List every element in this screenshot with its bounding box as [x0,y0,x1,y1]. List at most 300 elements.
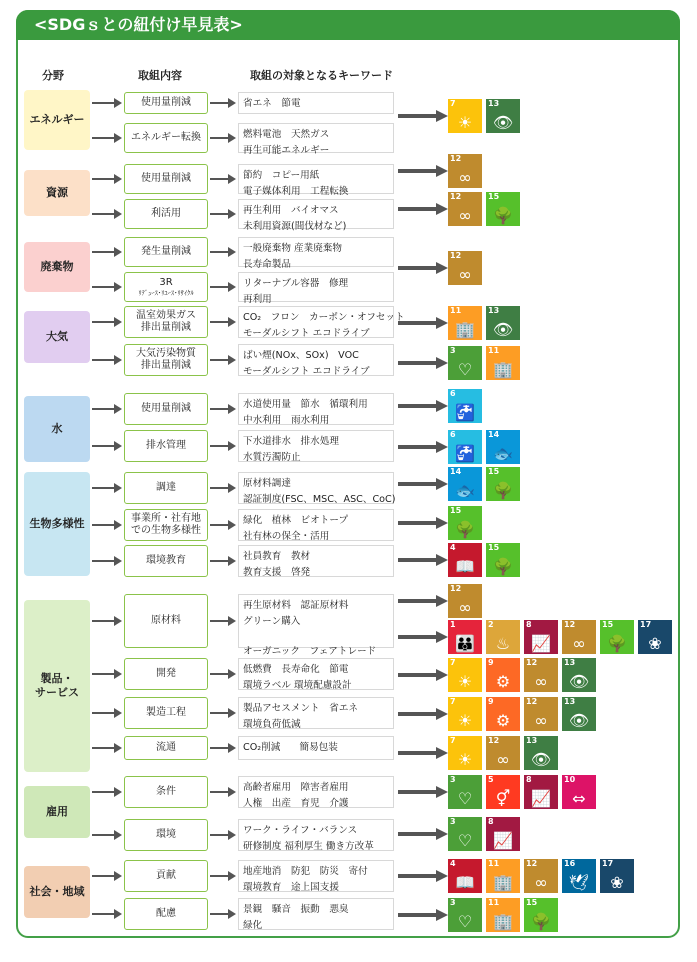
sdg-goal-13-icon [562,697,596,731]
arrow-icon [92,791,116,793]
sdg-goal-glyph: 🌳 [493,481,513,500]
action-label: 配慮 [156,907,176,919]
arrow-icon [210,359,230,361]
keyword-line: 環境負荷低減 [243,719,301,730]
sdg-goal-glyph: 🚰 [455,444,475,463]
action-label: 調達 [156,481,176,493]
keyword-line: ばい煙(NOx、SOx) VOC [243,350,359,361]
arrow-icon [210,913,230,915]
sdg-goal-4-icon [448,543,482,577]
sdg-goal-number: 14 [488,430,500,439]
arrow-icon [210,321,230,323]
keyword-line: CO₂ フロン カーボン・オフセット [243,312,405,323]
arrow-icon [92,673,116,675]
sdg-goal-glyph: ∞ [458,206,472,225]
arrow-icon [210,251,230,253]
action-label: 使用量削減 [141,96,191,108]
category-label: 雇用 [24,786,90,838]
keyword-box [238,860,394,892]
keyword-line: モーダルシフト エコドライブ [243,328,370,339]
category-label: 資源 [24,170,90,216]
category-label: 水 [24,396,90,462]
action-label: エネルギー転換 [131,131,201,143]
arrow-icon [398,266,438,270]
keyword-box [238,898,394,930]
keyword-line: 社有林の保全・活用 [243,531,330,542]
arrow-icon [210,408,230,410]
sdg-goal-number: 4 [450,543,456,552]
sdg-goal-glyph: ☀ [457,113,473,132]
sdg-goal-glyph: 👁 [492,113,514,132]
sdg-goal-number: 3 [450,898,456,907]
sdg-goal-number: 6 [450,430,456,439]
sdg-goal-number: 12 [450,251,462,260]
category-label: 大気 [24,311,90,363]
keyword-line: 下水道排水 排水処理 [243,436,339,447]
sdg-goal-number: 5 [488,775,494,784]
action-label: 製造工程 [146,706,186,718]
sdg-goal-number: 13 [526,736,538,745]
sdg-goal-glyph: ☀ [457,672,473,691]
header-action: 取組内容 [138,69,182,82]
keyword-box [238,344,394,376]
sdg-goal-glyph: 📖 [455,873,475,892]
sdg-goal-number: 15 [488,192,500,201]
sdg-goal-8-icon [486,817,520,851]
sdg-goal-number: 7 [450,99,456,108]
sdg-goal-7-icon [448,697,482,731]
keyword-line: 研修制度 福利厚生 働き方改革 [243,841,374,852]
sdg-goal-13-icon [486,306,520,340]
sdg-goal-glyph: 🕊 [568,873,590,892]
sdg-goal-number: 12 [526,697,538,706]
sdg-goal-7-icon [448,736,482,770]
sdg-goal-glyph: 🐟 [455,481,475,500]
sdg-goal-number: 7 [450,658,456,667]
keyword-line: 低燃費 長寿命化 節電 [243,664,349,675]
sdg-goal-glyph: 👁 [492,320,514,339]
arrow-icon [398,751,438,755]
arrow-icon [398,361,438,365]
keyword-line: 長寿命製品 [243,259,291,270]
sdg-goal-glyph: ∞ [458,265,472,284]
arrow-icon [210,213,230,215]
keyword-line: 再利用 [243,294,272,305]
action-box [124,272,208,302]
header-category: 分野 [42,69,64,82]
keyword-line: 燃料電池 天然ガス [243,129,330,140]
keyword-box [238,545,394,577]
sdg-goal-glyph: ∞ [458,168,472,187]
sdg-goal-1-icon [448,620,482,654]
sdg-goal-3-icon [448,775,482,809]
sdg-goal-number: 8 [526,775,532,784]
sdg-goal-17-icon [638,620,672,654]
action-label: 条件 [156,785,176,797]
arrow-icon [398,635,438,639]
keyword-line: 緑化 [243,920,263,931]
action-box [124,92,208,114]
action-label: 事業所・社有地 での生物多様性 [131,512,201,536]
sdg-goal-glyph: ∞ [496,750,510,769]
sdg-goal-13-icon [524,736,558,770]
sdg-goal-12-icon [524,697,558,731]
keyword-line: リターナブル容器 修理 [243,278,349,289]
arrow-icon [92,524,116,526]
sdg-goal-number: 17 [602,859,614,868]
action-box [124,697,208,729]
action-box [124,509,208,541]
action-box [124,545,208,577]
keyword-line: 人権 出産 育児 介護 [243,798,349,809]
sdg-goal-glyph: 🏢 [493,912,513,931]
sdg-goal-number: 12 [450,584,462,593]
sdg-goal-number: 8 [488,817,494,826]
action-box [124,393,208,425]
sdg-goal-2-icon [486,620,520,654]
keyword-line: 環境ラベル 環境配慮設計 [243,680,352,691]
arrow-icon [92,875,116,877]
action-label: 使用量削減 [141,402,191,414]
arrow-icon [398,874,438,878]
action-label: 流通 [156,741,176,753]
keyword-box [238,272,394,305]
sdg-goal-16-icon [562,859,596,893]
sdg-goal-17-icon [600,859,634,893]
sdg-goal-11-icon [486,898,520,932]
sdg-goal-glyph: 👁 [568,672,590,691]
sdg-goal-12-icon [448,584,482,618]
keyword-box [238,697,394,729]
keyword-box [238,199,394,232]
keyword-line: 水質汚濁防止 [243,452,301,463]
sdg-goal-glyph: ⚙ [495,672,511,691]
sdg-goal-number: 14 [450,467,462,476]
arrow-icon [92,102,116,104]
sdg-goal-number: 12 [450,192,462,201]
sdg-goal-number: 10 [564,775,576,784]
sdg-goal-glyph: 👁 [568,711,590,730]
keyword-line: 景観 騒音 振動 悪臭 [243,904,349,915]
sdg-goal-9-icon [486,658,520,692]
sdg-goal-12-icon [562,620,596,654]
keyword-line [243,630,393,644]
arrow-icon [398,790,438,794]
action-box [124,860,208,892]
action-label: 使用量削減 [141,172,191,184]
sdg-goal-glyph: ♡ [457,789,473,808]
sdg-goal-number: 12 [450,154,462,163]
sdg-goal-3-icon [448,817,482,851]
keyword-line: 緑化 植林 ビオトープ [243,515,349,526]
sdg-goal-6-icon [448,389,482,423]
category-label: エネルギー [24,90,90,150]
keyword-line: 節約 コピー用紙 [243,170,320,181]
sdg-goal-3-icon [448,898,482,932]
sdg-goal-glyph: 📈 [531,789,551,808]
sdg-goal-glyph: ♡ [457,360,473,379]
sdg-goal-glyph: ∞ [534,711,548,730]
sdg-goal-number: 15 [488,543,500,552]
arrow-icon [92,712,116,714]
action-label: 原材料 [151,614,181,626]
action-label: 排水管理 [146,439,186,451]
sdg-goal-glyph: 🌳 [493,557,513,576]
keyword-box [238,594,394,657]
sdg-goal-glyph: ♡ [457,831,473,850]
keyword-box [238,472,394,504]
action-box [124,594,208,648]
action-box [124,306,208,338]
sdg-goal-number: 13 [488,99,500,108]
sdg-goal-number: 12 [488,736,500,745]
arrow-icon [92,359,116,361]
arrow-icon [92,620,116,622]
keyword-line: 未利用資源(間伐材など) [243,221,347,232]
keyword-line: ワーク・ライフ・バランス [243,825,358,836]
keyword-line: グリーン購入 [243,616,301,627]
keyword-line: モーダルシフト エコドライブ [243,366,370,377]
sdg-goal-glyph: 📈 [531,634,551,653]
sdg-goal-8-icon [524,620,558,654]
action-label: 貢献 [156,869,176,881]
sdg-goal-glyph: 🏢 [493,360,513,379]
arrow-icon [210,178,230,180]
arrow-icon [210,445,230,447]
category-label: 廃棄物 [24,242,90,292]
sdg-goal-5-icon [486,775,520,809]
action-label: 開発 [156,667,176,679]
arrow-icon [398,114,438,118]
sdg-goal-3-icon [448,346,482,380]
action-label: 環境教育 [146,554,186,566]
action-box [124,819,208,851]
sdg-goal-glyph: 🌳 [531,912,551,931]
sdg-goal-glyph: 🌳 [493,206,513,225]
arrow-icon [210,875,230,877]
keyword-line: 水道使用量 節水 循環利用 [243,399,368,410]
arrow-icon [398,913,438,917]
action-sublabel: ﾘﾃﾞｭｰｽ･ﾘﾕｰｽ･ﾘｻｲｸﾙ [138,289,194,298]
sdg-goal-number: 3 [450,346,456,355]
action-box [124,199,208,229]
keyword-box [238,164,394,197]
keyword-line: 再生利用 バイオマス [243,205,339,216]
sdg-goal-number: 6 [450,389,456,398]
category-label: 生物多様性 [24,472,90,576]
sdg-goal-14-icon [486,430,520,464]
sdg-goal-glyph: ∞ [534,873,548,892]
sdg-goal-glyph: ⚥ [495,789,511,808]
keyword-box [238,393,394,425]
arrow-icon [92,834,116,836]
keyword-box [238,430,394,462]
sdg-goal-glyph: ❀ [610,873,624,892]
sdg-goal-12-icon [524,859,558,893]
keyword-box [238,776,394,808]
sdg-goal-glyph: 📖 [455,557,475,576]
sdg-goal-number: 9 [488,697,494,706]
arrow-icon [210,712,230,714]
sdg-goal-15-icon [600,620,634,654]
sdg-goal-glyph: 🚰 [455,403,475,422]
sdg-goal-15-icon [524,898,558,932]
keyword-box [238,509,394,541]
sdg-goal-number: 13 [564,697,576,706]
sdg-goal-glyph: 📈 [493,831,513,850]
sdg-goal-glyph: 🌳 [455,520,475,539]
action-label: 温室効果ガス 排出量削減 [136,309,196,333]
arrow-icon [210,286,230,288]
action-box [124,344,208,376]
keyword-line: 一般廃棄物 産業廃棄物 [243,243,342,254]
sdg-goal-glyph: ☀ [457,750,473,769]
arrow-icon [92,913,116,915]
keyword-line: 製品アセスメント 省エネ [243,703,359,714]
keyword-box [238,123,394,156]
sdg-goal-glyph: ∞ [458,598,472,617]
keyword-line: CO₂削減 簡易包装 [243,742,338,753]
sdg-goal-6-icon [448,430,482,464]
arrow-icon [398,521,438,525]
arrow-icon [92,213,116,215]
sdg-goal-15-icon [486,467,520,501]
arrow-icon [398,445,438,449]
sdg-goal-4-icon [448,859,482,893]
arrow-icon [92,286,116,288]
sdg-goal-glyph: ☀ [457,711,473,730]
sdg-goal-9-icon [486,697,520,731]
arrow-icon [92,321,116,323]
keyword-line: 高齢者雇用 障害者雇用 [243,782,349,793]
arrow-icon [398,558,438,562]
action-label: 環境 [156,828,176,840]
sdg-goal-glyph: 🏢 [455,320,475,339]
arrow-icon [210,487,230,489]
sdg-goal-11-icon [486,346,520,380]
arrow-icon [398,321,438,325]
category-label: 製品・ サービス [24,600,90,772]
sdg-goal-glyph: ⇔ [572,789,586,808]
sdg-goal-number: 15 [602,620,614,629]
sdg-goal-15-icon [486,192,520,226]
arrow-icon [92,408,116,410]
keyword-box [238,237,394,270]
keyword-box [238,736,394,760]
sdg-goal-number: 17 [640,620,652,629]
arrow-icon [210,524,230,526]
sdg-goal-number: 7 [450,736,456,745]
sdg-goal-glyph: 🏢 [493,873,513,892]
action-box [124,164,208,194]
keyword-line: 再生可能エネルギー [243,145,330,156]
sdg-goal-number: 11 [488,859,500,868]
sdg-goal-number: 11 [488,346,500,355]
sdg-goal-glyph: ♨ [495,634,511,653]
arrow-icon [398,712,438,716]
page-title: <SDGｓとの紐付け早見表> [16,10,680,40]
action-box [124,776,208,808]
arrow-icon [398,482,438,486]
sdg-goal-number: 11 [488,898,500,907]
sdg-goal-15-icon [448,506,482,540]
arrow-icon [210,560,230,562]
keyword-line: 再生原材料 認証原材料 [243,600,349,611]
sdg-goal-glyph: ♡ [457,912,473,931]
action-box [124,123,208,153]
keyword-box [238,306,405,339]
sdg-goal-number: 3 [450,775,456,784]
sdg-goal-number: 9 [488,658,494,667]
sdg-goal-number: 12 [526,859,538,868]
arrow-icon [398,404,438,408]
keyword-line: 認証制度(FSC、MSC、ASC、CoC) [243,494,396,505]
arrow-icon [92,178,116,180]
keyword-line: 環境教育 途上国支援 [243,882,339,893]
action-label: 発生量削減 [141,245,191,257]
sdg-goal-number: 2 [488,620,494,629]
sdg-goal-14-icon [448,467,482,501]
sdg-goal-12-icon [524,658,558,692]
arrow-icon [92,445,116,447]
keyword-line: 中水利用 雨水利用 [243,415,330,426]
keyword-line: 地産地消 防犯 防災 寄付 [243,866,368,877]
sdg-goal-13-icon [562,658,596,692]
keyword-box [238,92,394,114]
sdg-goal-number: 15 [488,467,500,476]
sdg-goal-glyph: 👪 [455,634,475,653]
arrow-icon [92,137,116,139]
sdg-goal-glyph: 🐟 [493,444,513,463]
sdg-goal-11-icon [448,306,482,340]
sdg-goal-13-icon [486,99,520,133]
sdg-goal-number: 13 [564,658,576,667]
arrow-icon [210,791,230,793]
keyword-line: オーガニック フェアトレード [243,646,377,657]
sdg-goal-12-icon [448,251,482,285]
sdg-goal-number: 12 [564,620,576,629]
arrow-icon [210,102,230,104]
keyword-line: 省エネ 節電 [243,98,301,109]
arrow-icon [210,620,230,622]
sdg-goal-8-icon [524,775,558,809]
sdg-goal-number: 12 [526,658,538,667]
sdg-goal-number: 8 [526,620,532,629]
arrow-icon [210,834,230,836]
action-box [124,658,208,690]
keyword-line: 原材料調達 [243,478,291,489]
arrow-icon [398,169,438,173]
sdg-goal-10-icon [562,775,596,809]
action-label: 大気汚染物質 排出量削減 [136,347,196,371]
sdg-goal-glyph: ∞ [572,634,586,653]
action-label: 利活用 [151,207,181,219]
keyword-box [238,819,394,851]
sdg-goal-number: 11 [450,306,462,315]
sdg-goal-number: 3 [450,817,456,826]
sdg-goal-12-icon [486,736,520,770]
sdg-goal-number: 1 [450,620,456,629]
keyword-box [238,658,394,690]
sdg-goal-glyph: ⚙ [495,711,511,730]
sdg-goal-glyph: 👁 [530,750,552,769]
action-box [124,237,208,267]
arrow-icon [92,487,116,489]
arrow-icon [398,207,438,211]
sdg-chart-frame [16,10,680,938]
keyword-line: 社員教育 教材 [243,551,311,562]
arrow-icon [398,673,438,677]
